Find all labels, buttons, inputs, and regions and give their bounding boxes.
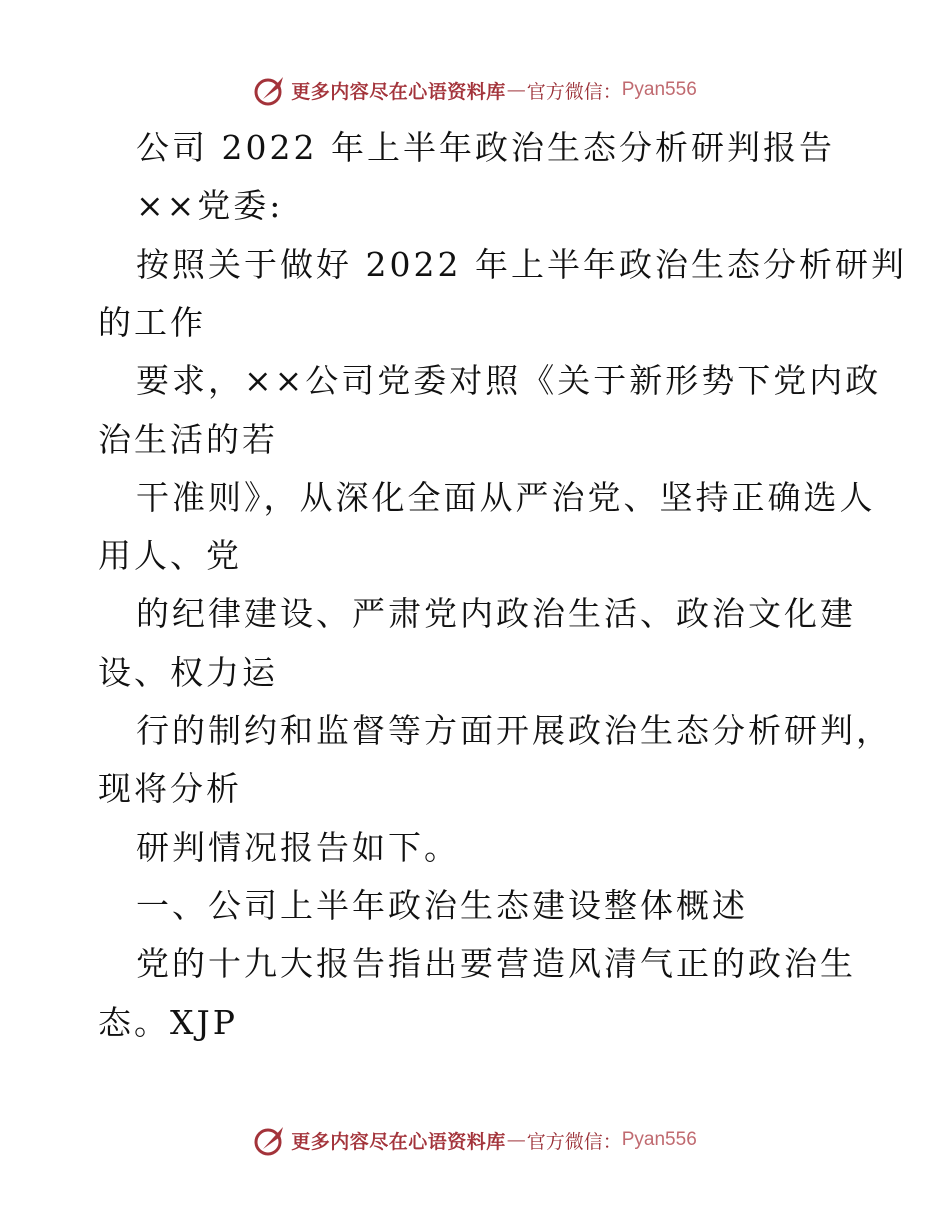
document-line: 治生活的若 bbox=[98, 419, 278, 459]
watermark-wechat-id: Pyan556 bbox=[621, 1129, 697, 1150]
document-line: 要求，××公司党委对照《关于新形势下党内政 bbox=[136, 361, 882, 401]
document-line: 公司 2022 年上半年政治生态分析研判报告 bbox=[136, 128, 835, 167]
watermark-wechat-id: Pyan556 bbox=[621, 79, 697, 100]
document-line: 按照关于做好 2022 年上半年政治生态分析研判 bbox=[136, 244, 907, 284]
document-line: 设、权力运 bbox=[98, 652, 278, 692]
quill-logo-icon bbox=[253, 1123, 287, 1157]
document-line: ××党委: bbox=[136, 186, 284, 226]
watermark-site-text: 更多内容尽在心语资料库 bbox=[291, 80, 506, 103]
document-line: 党的十九大报告指出要营造风清气正的政治生 bbox=[136, 944, 856, 984]
document-line: 现将分析 bbox=[98, 769, 242, 809]
header-watermark bbox=[0, 70, 950, 110]
watermark-dash: — bbox=[506, 79, 526, 101]
watermark-dash: — bbox=[506, 1129, 526, 1151]
document-line: 干准则》，从深化全面从严治党、坚持正确选人 bbox=[136, 477, 876, 517]
document-line: 用人、党 bbox=[98, 536, 242, 576]
document-line: 的纪律建设、严肃党内政治生活、政治文化建 bbox=[136, 594, 856, 634]
watermark-label: 官方微信： bbox=[526, 80, 622, 103]
footer-watermark bbox=[0, 1120, 950, 1160]
document-line: 一、公司上半年政治生态建设整体概述 bbox=[136, 885, 748, 925]
watermark-site-text: 更多内容尽在心语资料库 bbox=[291, 1130, 506, 1153]
watermark-label: 官方微信： bbox=[526, 1130, 622, 1153]
document-line: 态。XJP bbox=[98, 1002, 238, 1042]
document-line: 行的制约和监督等方面开展政治生态分析研判， bbox=[136, 711, 892, 750]
document-line: 研判情况报告如下。 bbox=[136, 827, 460, 867]
document-line: 的工作 bbox=[98, 302, 206, 342]
quill-logo-icon bbox=[253, 73, 287, 107]
